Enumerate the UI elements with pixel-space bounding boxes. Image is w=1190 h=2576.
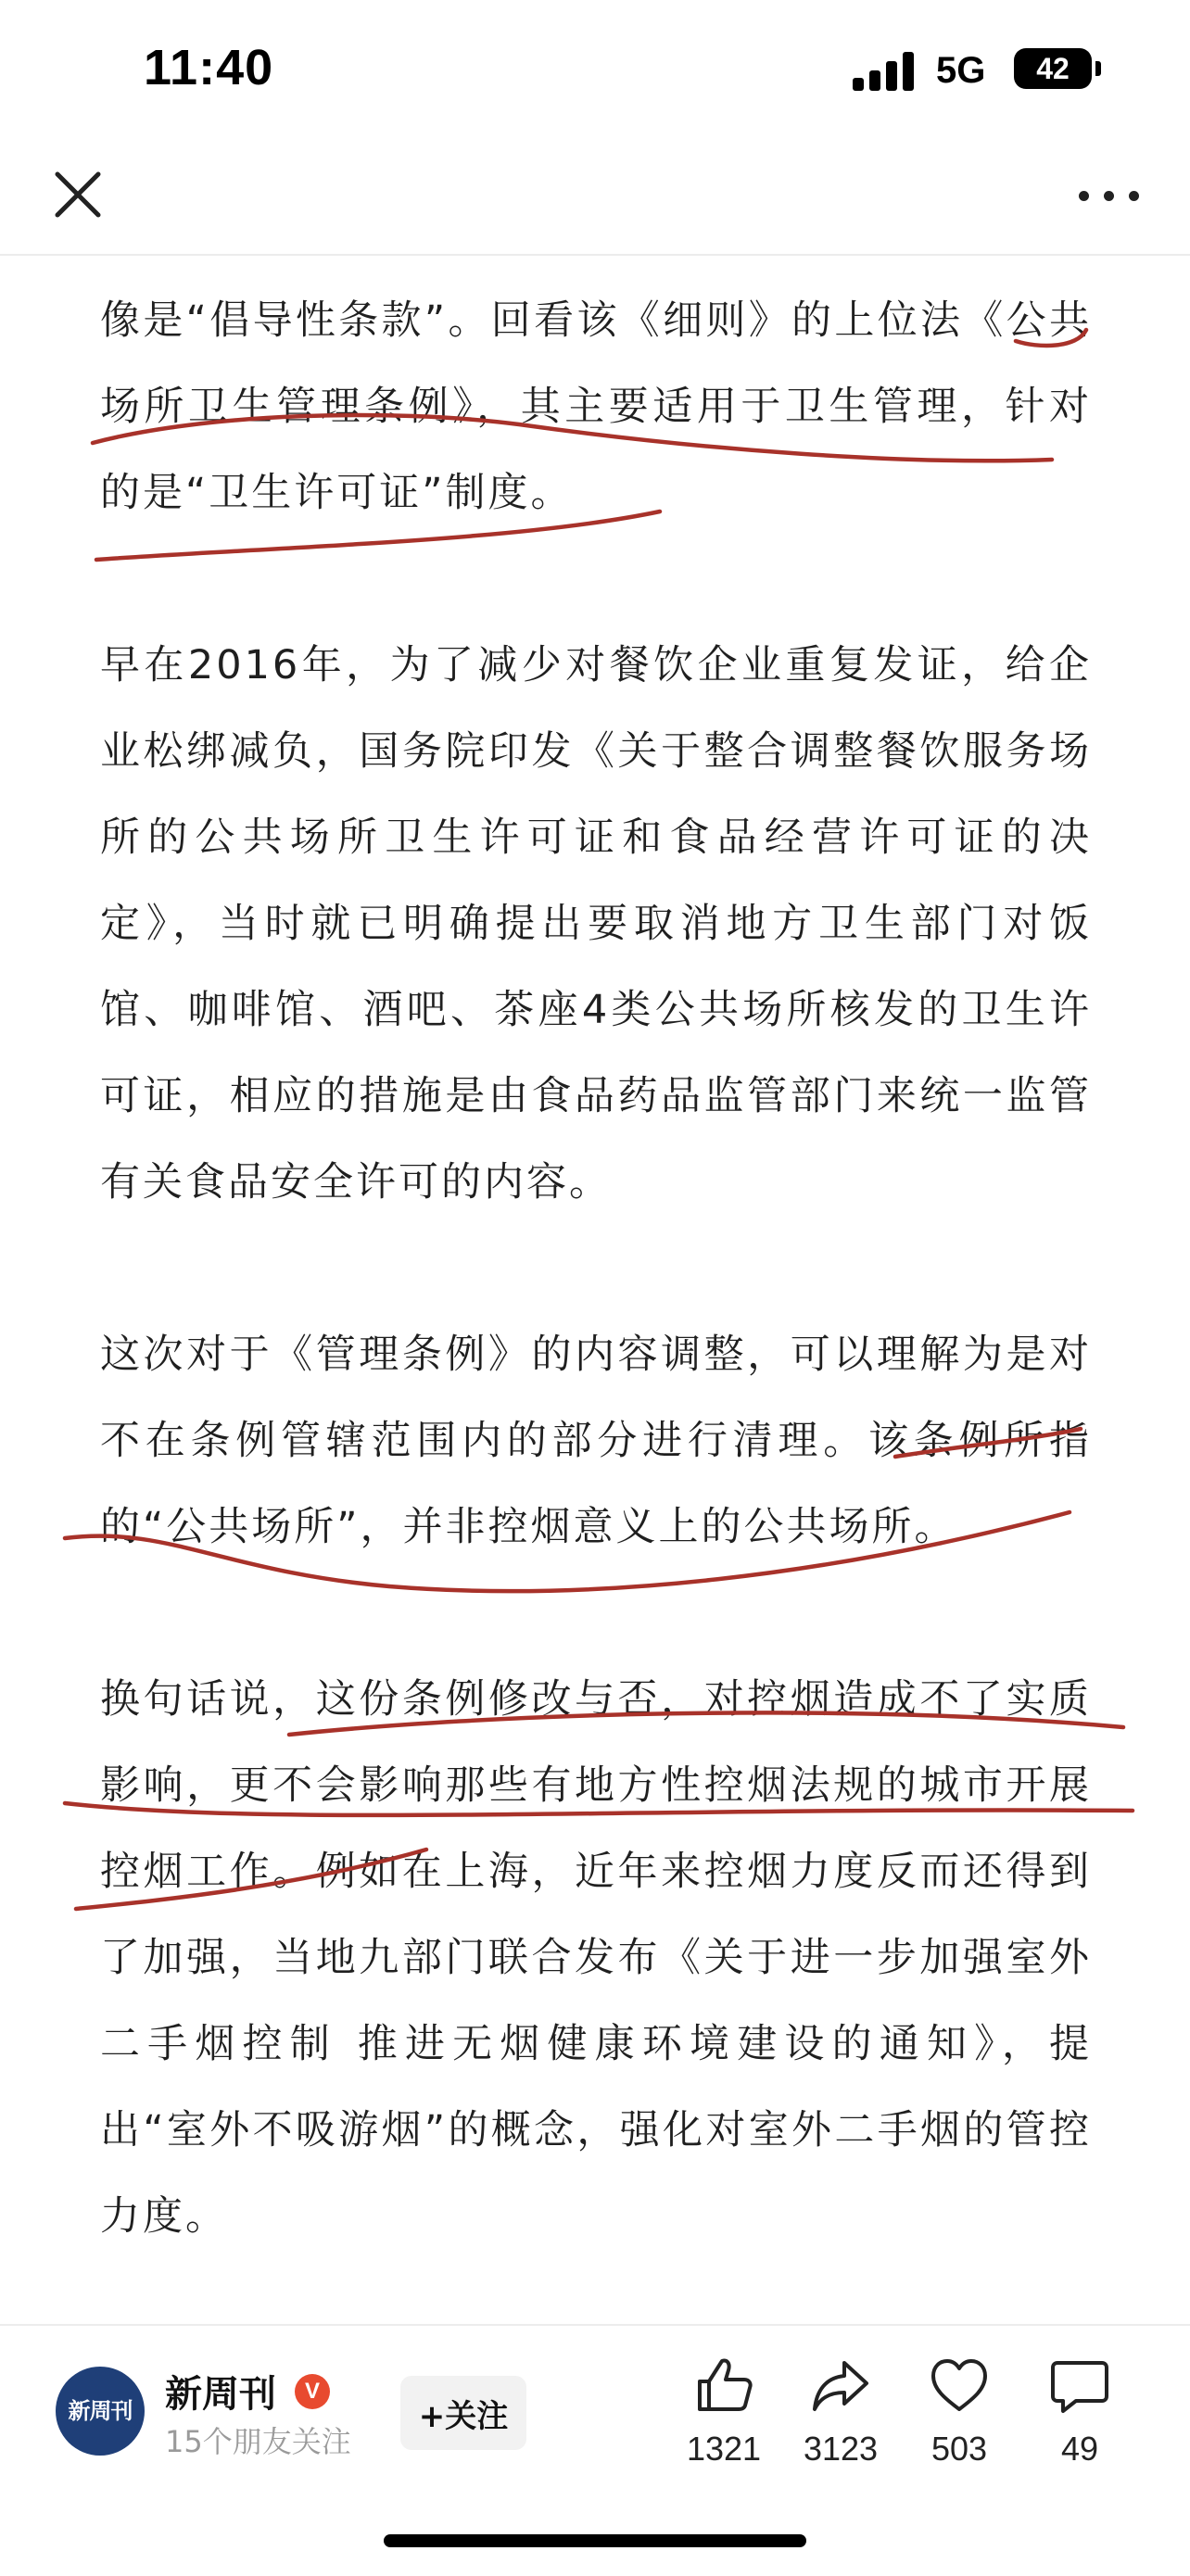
friends-following-text: 15个朋友关注 [165,2424,351,2459]
author-avatar[interactable]: 新周刊 [56,2367,145,2456]
article-paragraph-3: 这次对于《管理条例》的内容调整，可以理解为是对不在条例管辖范围内的部分进行清理。该条例所指的“公共场所”，并非控烟意义上的公共场所。 [100,1332,1092,1550]
like-count: 1321 [686,2430,762,2468]
verified-badge-icon: V [295,2374,330,2409]
battery-cap [1095,61,1101,76]
network-type-label: 5G [936,50,986,91]
comment-bubble-icon [1048,2354,1111,2417]
battery-icon: 42 [1014,48,1092,89]
author-name[interactable]: 新周刊 [165,2373,276,2416]
article-paragraph-4: 换句话说，这份条例修改与否，对控烟造成不了实质影响，更不会影响那些有地方性控烟法规的城市开展控烟工作。例如在上海，近年来控烟力度反而还得到了加强，当地九部门联合发布《关于进一步加强室外二手烟控制 推进无烟健康环境建设的通知》，提出“室外不吸游烟”的概念，强化对室外二手烟的管控力度。 [100,1676,1092,2240]
follow-button[interactable]: +关注 [400,2376,526,2450]
share-count: 3123 [803,2430,879,2468]
nav-bar [0,139,1190,256]
like-button[interactable] [664,2354,784,2469]
home-indicator[interactable] [384,2534,806,2547]
thumbs-up-icon [692,2354,755,2417]
more-options-icon[interactable] [1079,187,1144,206]
comment-button[interactable] [1019,2354,1140,2469]
article-paragraph-1: 像是“倡导性条款”。回看该《细则》的上位法《公共场所卫生管理条例》，其主要适用于卫生管理，针对的是“卫生许可证”制度。 [100,297,1092,516]
heart-icon [928,2354,991,2417]
close-icon[interactable] [48,165,108,224]
share-button[interactable] [780,2354,901,2469]
article-paragraph-2: 早在2016年，为了减少对餐饮企业重复发证，给企业松绑减负，国务院印发《关于整合调整餐饮服务场所的公共场所卫生许可证和食品经营许可证的决定》，当时就已明确提出要取消地方卫生部门对饭馆、咖啡馆、酒吧、茶座4类公共场所核发的卫生许可证，相应的措施是由食品药品监管部门来统一监管有关食品安全许可的内容。 [100,642,1092,1206]
share-arrow-icon [809,2354,872,2417]
favorite-button[interactable] [899,2354,1019,2469]
status-time: 11:40 [144,40,274,95]
favorite-count: 503 [930,2430,988,2468]
status-bar [0,0,1190,139]
cellular-signal-icon [853,48,918,91]
comment-count: 49 [1060,2430,1099,2468]
article-body [100,278,1092,2260]
